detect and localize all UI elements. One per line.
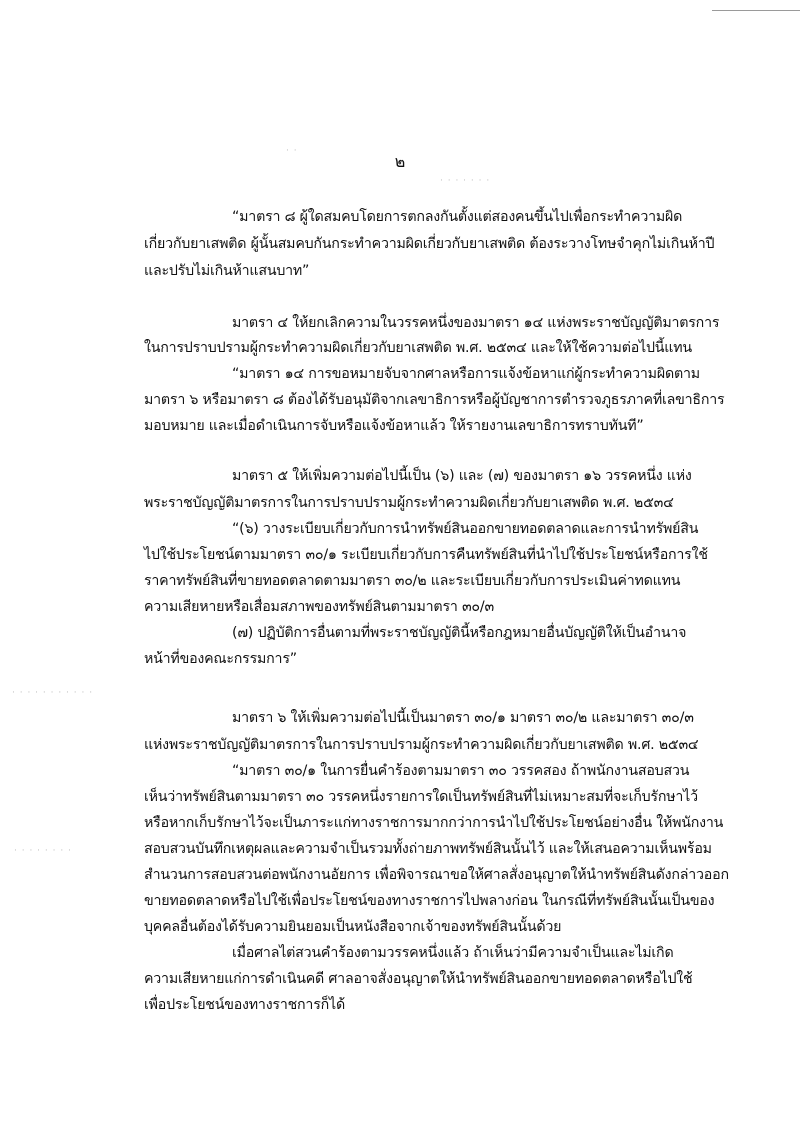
section5-line3: “(๖) วางระเบียบเกี่ยวกับการนำทรัพย์สินออกขายทอดตลาดและการนำทรัพย์สิน	[232, 521, 699, 537]
section8-line1: “มาตรา ๘ ผู้ใดสมคบโดยการตกลงกันตั้งแต่สองคนขึ้นไปเพื่อกระทำความผิด	[232, 209, 683, 225]
section4-line2: ในการปราบปรามผู้กระทำความผิดเกี่ยวกับยาเสพติด พ.ศ. ๒๕๓๔ และให้ใช้ความต่อไปนี้แทน	[144, 340, 692, 356]
section8-line3: และปรับไม่เกินห้าแสนบาท”	[144, 263, 310, 279]
section5-line7: (๗) ปฏิบัติการอื่นตามที่พระราชบัญญัตินี้หรือกฎหมายอื่นบัญญัติให้เป็นอำนาจ	[232, 625, 687, 641]
scan-artifact: · · · · · · ·	[440, 176, 491, 186]
section4-line5: มอบหมาย และเมื่อดำเนินการจับหรือแจ้งข้อหาแล้ว ให้รายงานเลขาธิการทราบทันที”	[144, 418, 644, 434]
page-number: ๒	[394, 152, 406, 171]
section6-line5: หรือหากเก็บรักษาไว้จะเป็นภาระแก่ทางราชการมากกว่าการนำไปใช้ประโยชน์อย่างอื่น ให้พนักงาน	[144, 815, 724, 831]
section4-line4: มาตรา ๖ หรือมาตรา ๘ ต้องได้รับอนุมัติจากเลขาธิการหรือผู้บัญชาการตำรวจภูธรภาคที่เลขาธิการ	[144, 392, 725, 408]
section5-line2: พระราชบัญญัติมาตรการในการปราบปรามผู้กระทำความผิดเกี่ยวกับยาเสพติด พ.ศ. ๒๕๓๔	[144, 495, 674, 511]
section6-line12: เพื่อประโยชน์ของทางราชการก็ได้	[144, 997, 345, 1013]
section5-line6: ความเสียหายหรือเสื่อมสภาพของทรัพย์สินตามมาตรา ๓๐/๓	[144, 599, 494, 615]
section6-line10: เมื่อศาลไต่สวนคำร้องตามวรรคหนึ่งแล้ว ถ้าเห็นว่ามีความจำเป็นและไม่เกิด	[232, 945, 674, 961]
section6-line1: มาตรา ๖ ให้เพิ่มความต่อไปนี้เป็นมาตรา ๓๐/๑ มาตรา ๓๐/๒ และมาตรา ๓๐/๓	[232, 710, 694, 726]
section6-line11: ความเสียหายแก่การดำเนินคดี ศาลอาจสั่งอนุญาตให้นำทรัพย์สินออกขายทอดตลาดหรือไปใช้	[144, 971, 693, 987]
scan-artifact: · · · · · · · · · · ·	[12, 688, 94, 698]
top-edge-rule	[712, 10, 800, 11]
section6-line2: แห่งพระราชบัญญัติมาตรการในการปราบปรามผู้กระทำความผิดเกี่ยวกับยาเสพติด พ.ศ. ๒๕๓๔	[144, 737, 699, 753]
section6-line9: บุคคลอื่นต้องได้รับความยินยอมเป็นหนังสือจากเจ้าของทรัพย์สินนั้นด้วย	[144, 919, 562, 935]
section6-line3: “มาตรา ๓๐/๑ ในการยื่นคำร้องตามมาตรา ๓๐ วรรคสอง ถ้าพนักงานสอบสวน	[232, 763, 690, 779]
section4-line3: “มาตรา ๑๔ การขอหมายจับจากศาลหรือการแจ้งข้อหาแก่ผู้กระทำความผิดตาม	[232, 366, 700, 382]
section6-line7: สำนวนการสอบสวนต่อพนักงานอัยการ เพื่อพิจารณาขอให้ศาลสั่งอนุญาตให้นำทรัพย์สินดังกล่าวออก	[144, 867, 729, 883]
section6-line4: เห็นว่าทรัพย์สินตามมาตรา ๓๐ วรรคหนึ่งรายการใดเป็นทรัพย์สินที่ไม่เหมาะสมที่จะเก็บรักษาไว้	[144, 789, 698, 805]
section5-line4: ไปใช้ประโยชน์ตามมาตรา ๓๐/๑ ระเบียบเกี่ยวกับการคืนทรัพย์สินที่นำไปใช้ประโยชน์หรือการใช้	[144, 547, 708, 563]
section5-line1: มาตรา ๕ ให้เพิ่มความต่อไปนี้เป็น (๖) และ (๗) ของมาตรา ๑๖ วรรคหนึ่ง แห่ง	[232, 468, 692, 484]
section5-line5: ราคาทรัพย์สินที่ขายทอดตลาดตามมาตรา ๓๐/๒ และระเบียบเกี่ยวกับการประเมินค่าทดแทน	[144, 573, 681, 589]
section6-line6: สอบสวนบันทึกเหตุผลและความจำเป็นรวมทั้งถ่ายภาพทรัพย์สินนั้นไว้ และให้เสนอความเห็นพร้อม	[144, 841, 712, 857]
section6-line8: ขายทอดตลาดหรือไปใช้เพื่อประโยชน์ของทางราชการไปพลางก่อน ในกรณีที่ทรัพย์สินนั้นเป็นของ	[144, 893, 715, 909]
section5-line8: หน้าที่ของคณะกรรมการ”	[144, 651, 297, 667]
section8-line2: เกี่ยวกับยาเสพติด ผู้นั้นสมคบกันกระทำความผิดเกี่ยวกับยาเสพติด ต้องระวางโทษจำคุกไม่เกินห้าปี	[144, 236, 715, 252]
section4-line1: มาตรา ๔ ให้ยกเลิกความในวรรคหนึ่งของมาตรา ๑๔ แห่งพระราชบัญญัติมาตรการ	[232, 315, 720, 331]
scan-artifact: · · · · · · · ·	[14, 846, 72, 856]
scan-artifact: · ·	[286, 146, 298, 156]
